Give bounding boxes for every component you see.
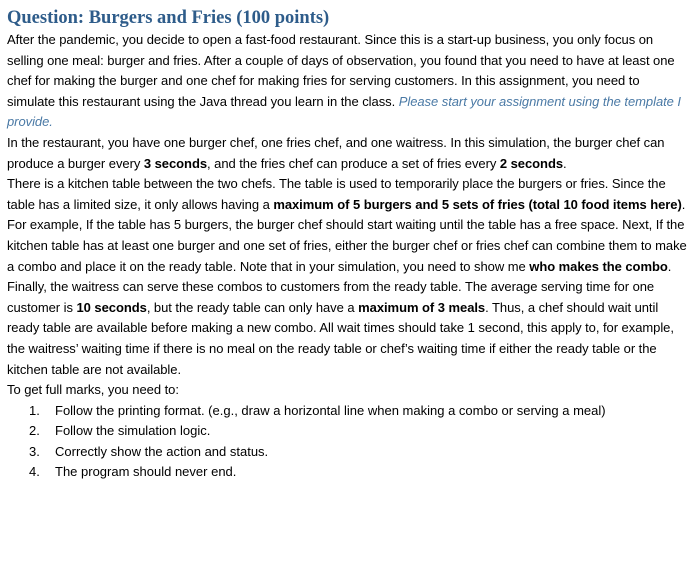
list-number: 3. <box>29 443 40 459</box>
intro-text: After the pandemic, you decide to open a fast-food restaurant. Since this is a start-up business, you only focus on selling one meal: burger and fries. After a couple of days of observation, you found that you need to have at least one chef for making the burger and one chef for making fries for serving customers. In this assignment, you need to simulate this restaurant using the Java thread you learn in the class. <box>7 32 675 109</box>
list-text: Follow the printing format. (e.g., draw a horizontal line when making a combo or serving a meal) <box>55 402 606 418</box>
waitress-text-d: . Thus, a chef should wait until ready table are available before making a new combo. All wait times should take 1 second, this apply to, for example, the waitress’ waiting time if there is no meal on the ready table or chef’s waiting time if either the ready table or the kitchen table are not available. <box>7 299 674 377</box>
requirements-intro: To get full marks, you need to: <box>7 382 179 398</box>
staff-text-d: . <box>563 155 567 171</box>
kitchen-capacity: maximum of 5 burgers and 5 sets of fries (total 10 food items here) <box>273 196 682 212</box>
burger-interval: 3 seconds <box>143 155 208 171</box>
list-text: Follow the simulation logic. <box>55 423 211 439</box>
paragraph-kitchen-table <box>7 174 691 277</box>
combo-maker-note: who makes the combo <box>529 258 668 274</box>
list-number: 1. <box>29 402 40 418</box>
fries-interval: 2 seconds <box>499 155 564 171</box>
waitress-text-a: Finally, the waitress can serve these combos to customers from the ready table. The average serving time for one customer is <box>7 279 655 315</box>
list-item <box>7 462 691 483</box>
staff-text-a: In the restaurant, you have one burger chef, one fries chef, and one waitress. In this simulation, the burger chef can produce a burger every <box>7 134 665 171</box>
list-item <box>7 401 691 422</box>
paragraph-staff <box>7 133 691 174</box>
question-title: Question: Burgers and Fries (100 points) <box>7 8 330 28</box>
waitress-text-c: , but the ready table can only have a <box>146 299 359 315</box>
list-number: 4. <box>29 464 40 480</box>
paragraph-waitress <box>7 277 691 380</box>
serving-time: 10 seconds <box>76 299 147 315</box>
staff-text-c: , and the fries chef can produce a set of fries every <box>207 155 500 171</box>
kitchen-text-a: There is a kitchen table between the two chefs. The table is used to temporarily place the burgers or fries. Since the table has a limited size, it only allows having a <box>7 176 666 212</box>
document-page <box>7 6 691 483</box>
list-text: Correctly show the action and status. <box>55 443 269 459</box>
template-note: Please start your assignment using the template I provide. <box>7 93 681 130</box>
list-number: 2. <box>29 423 40 439</box>
list-item <box>7 442 691 463</box>
list-item <box>7 421 691 442</box>
requirements-list <box>7 401 691 483</box>
paragraph-intro <box>7 30 691 133</box>
ready-table-capacity: maximum of 3 meals <box>358 299 486 315</box>
kitchen-text-d: . <box>667 258 672 274</box>
kitchen-text-c: . For example, If the table has 5 burgers, the burger chef should start waiting until the table has a free space. Next, If the kitchen table has at least one burger and one set of fries, either the burger chef or fries chef can combine them to make a combo and place it on the ready table. Note that in your simulation, you need to show me <box>7 196 687 274</box>
list-text: The program should never end. <box>55 464 237 480</box>
